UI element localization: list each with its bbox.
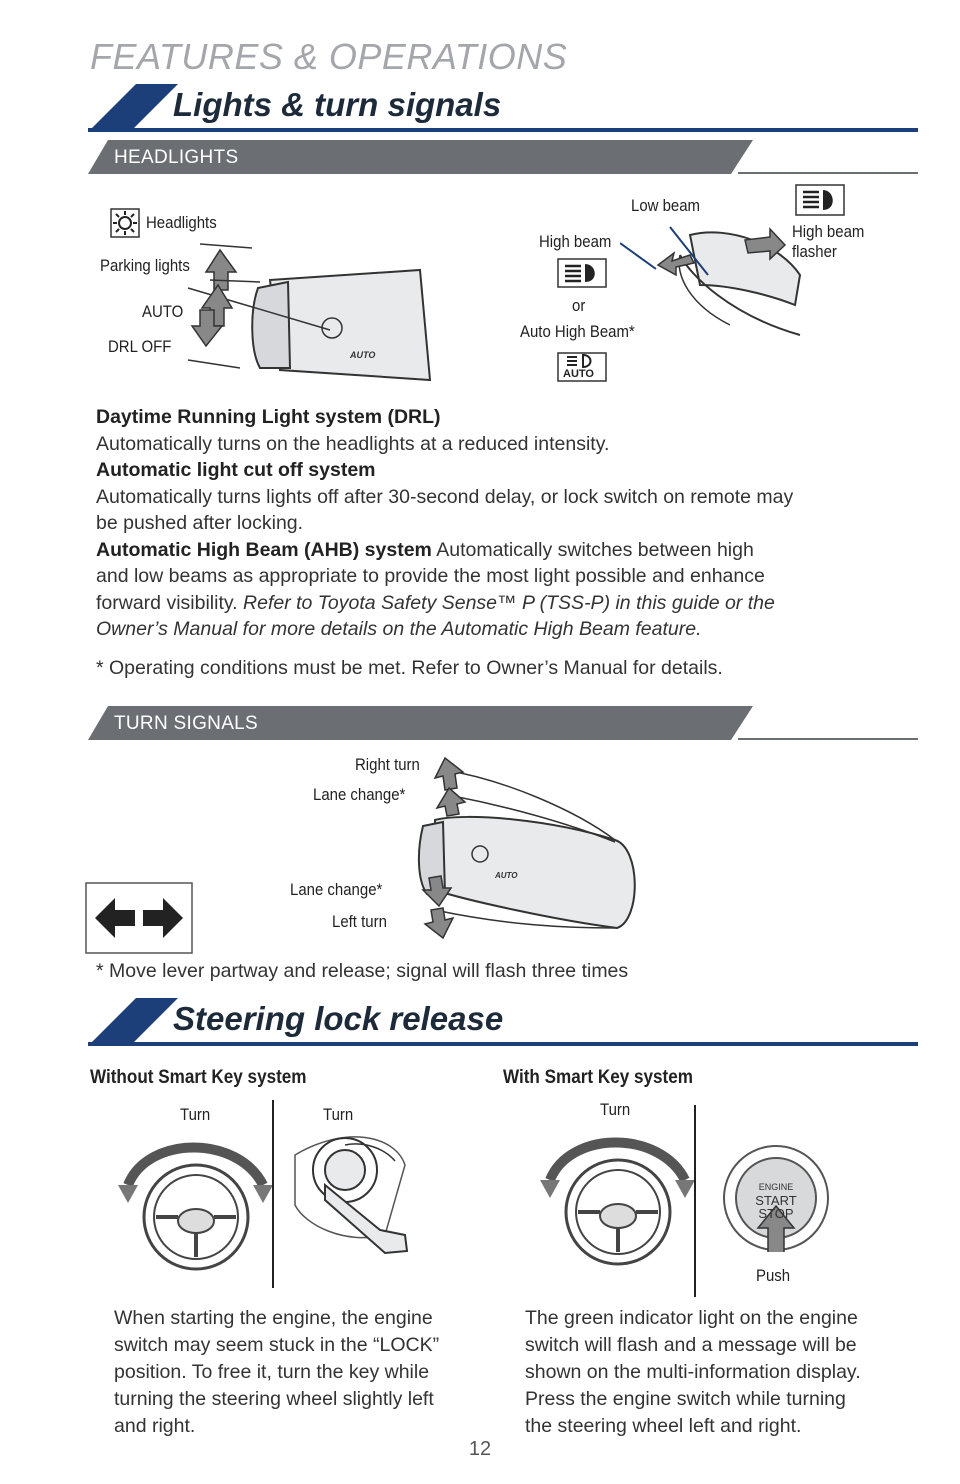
section-header-steering-lock <box>88 998 918 1046</box>
cutoff-title: Automatic light cut off system <box>96 459 376 481</box>
label-auto: AUTO <box>142 302 184 321</box>
label-flasher-2: flasher <box>792 242 837 261</box>
divider <box>694 1105 696 1297</box>
chapter-title: FEATURES & OPERATIONS <box>90 36 568 77</box>
headlights-description <box>96 404 916 643</box>
label-turn-key: Turn <box>323 1105 354 1124</box>
text-line: Press the engine switch while turning <box>525 1388 846 1410</box>
section-accent-shape <box>88 84 178 132</box>
with-smart-key-heading: With Smart Key system <box>503 1067 693 1088</box>
text-line: position. To free it, turn the key while <box>114 1361 430 1383</box>
turn-signal-lever-illustration <box>405 750 650 945</box>
subheader-text: TURN SIGNALS <box>114 713 259 734</box>
label-drl-off: DRL OFF <box>108 337 172 356</box>
headlight-icon <box>110 208 140 238</box>
subheader-turn-signals <box>88 706 918 740</box>
subheader-text: HEADLIGHTS <box>114 147 239 168</box>
key-ignition-icon <box>285 1125 415 1260</box>
label-flasher-1: High beam <box>792 222 865 241</box>
beam-lever-illustration <box>620 215 820 345</box>
label-lane-change-up: Lane change* <box>313 785 406 804</box>
label-lane-change-down: Lane change* <box>290 880 383 899</box>
text-line: the steering wheel left and right. <box>525 1415 802 1437</box>
ahb-ref-2: Owner’s Manual for more details on the Automatic High Beam feature. <box>96 618 702 640</box>
text-line: and right. <box>114 1415 196 1437</box>
steering-wheel-icon <box>540 1120 695 1270</box>
drl-title: Daytime Running Light system (DRL) <box>96 406 441 428</box>
label-parking-lights: Parking lights <box>100 256 190 275</box>
steering-wheel-icon <box>118 1125 273 1275</box>
cutoff-text-2: be pushed after locking. <box>96 512 304 534</box>
text-line: shown on the multi-information display. <box>525 1361 861 1383</box>
ahb-text-2: and low beams as appropriate to provide the most light possible and enhance <box>96 565 765 587</box>
label-push: Push <box>756 1266 791 1285</box>
turn-signals-footnote: * Move lever partway and release; signal will flash three times <box>96 960 629 982</box>
text-line: The green indicator light on the engine <box>525 1307 858 1329</box>
section-rule <box>88 128 918 132</box>
text-line: switch will flash and a message will be <box>525 1334 857 1356</box>
high-beam-icon <box>557 258 607 288</box>
auto-high-beam-icon <box>557 352 607 382</box>
label-low-beam: Low beam <box>631 196 701 215</box>
text-line: When starting the engine, the engine <box>114 1307 433 1329</box>
section-accent-shape <box>88 998 178 1046</box>
button-label-stop: STOP <box>758 1206 794 1221</box>
label-turn-wheel: Turn <box>180 1105 211 1124</box>
flasher-icon <box>795 184 845 216</box>
divider <box>272 1100 274 1288</box>
ahb-title: Automatic High Beam (AHB) system <box>96 538 432 561</box>
engine-start-stop-button[interactable] <box>722 1144 830 1252</box>
section-title: Lights & turn signals <box>173 86 502 123</box>
label-or: or <box>572 296 586 315</box>
section-rule <box>88 1042 918 1046</box>
label-right-turn: Right turn <box>355 755 420 774</box>
button-label-start: START <box>755 1193 797 1208</box>
headlight-lever-illustration <box>180 230 440 400</box>
cutoff-text-1: Automatically turns lights off after 30-second delay, or lock switch on remote may <box>96 485 794 508</box>
ahb-ref-1: Refer to Toyota Safety Sense™ P (TSS-P) in this guide or the <box>243 591 775 614</box>
label-left-turn: Left turn <box>332 912 387 931</box>
button-label-engine: ENGINE <box>758 1182 794 1192</box>
section-header-lights <box>88 84 918 132</box>
turn-signal-arrows-icon <box>85 882 193 954</box>
subheader-headlights <box>88 140 918 174</box>
label-auto-high-beam: Auto High Beam* <box>520 322 635 341</box>
section-title: Steering lock release <box>173 1000 504 1037</box>
ahb-text-3: forward visibility. <box>96 591 244 614</box>
without-smart-key-heading: Without Smart Key system <box>90 1067 307 1088</box>
headlights-footnote: * Operating conditions must be met. Refer to Owner’s Manual for details. <box>96 657 723 679</box>
text-line: switch may seem stuck in the “LOCK” <box>114 1334 440 1356</box>
page-number: 12 <box>468 1438 492 1460</box>
with-smart-key-text <box>525 1305 915 1440</box>
label-headlights: Headlights <box>146 213 217 232</box>
drl-text: Automatically turns on the headlights at a reduced intensity. <box>96 432 610 455</box>
ahb-text-1: Automatically switches between high <box>431 538 754 561</box>
svg-text:AUTO: AUTO <box>350 350 376 360</box>
text-line: turning the steering wheel slightly left <box>114 1388 434 1410</box>
subheader-rule <box>738 738 918 740</box>
label-turn: Turn <box>600 1100 631 1119</box>
subheader-rule <box>738 172 918 174</box>
auto-badge-text: AUTO <box>563 368 594 380</box>
svg-text:AUTO: AUTO <box>495 871 518 880</box>
label-high-beam: High beam <box>539 232 612 251</box>
without-smart-key-text <box>114 1305 484 1440</box>
